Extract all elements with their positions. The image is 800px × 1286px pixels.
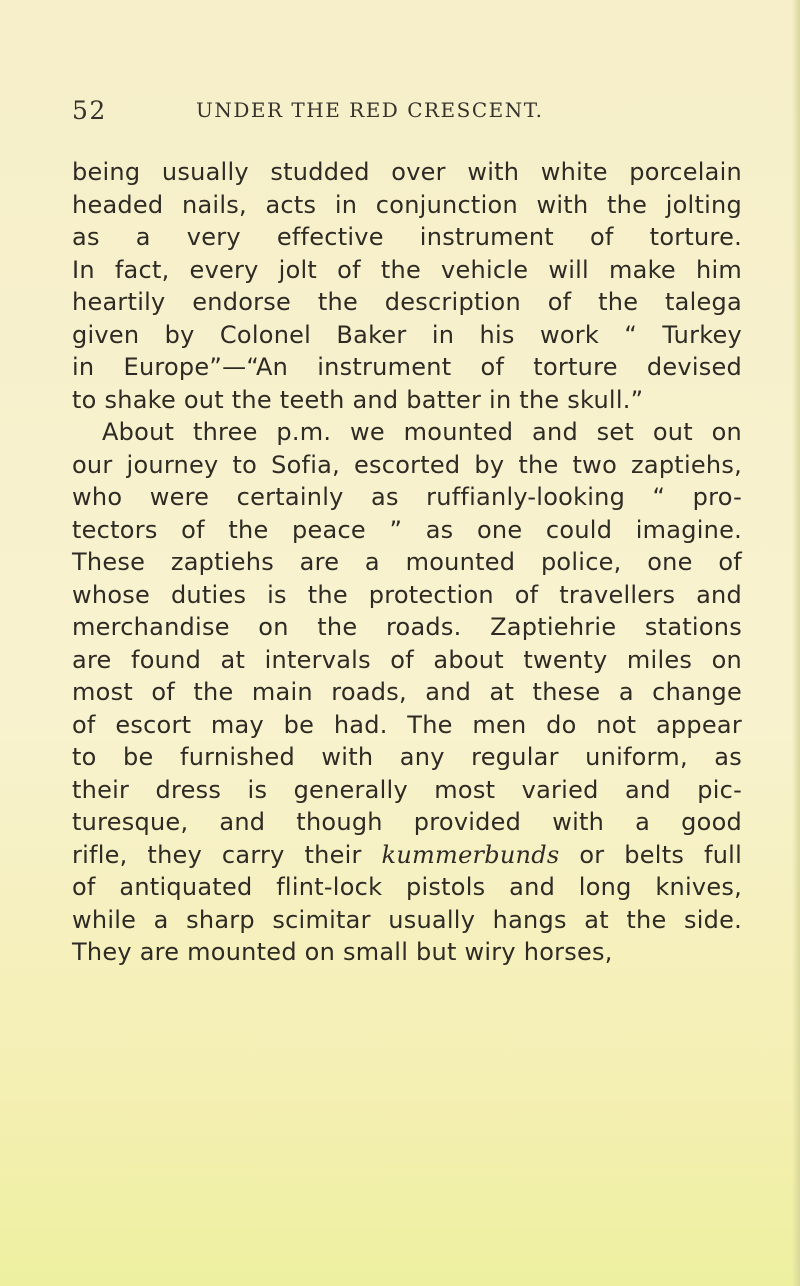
text-line: tectors of the peace ” as one could imagine. bbox=[72, 515, 742, 544]
page-number: 52 bbox=[72, 96, 107, 125]
text-line-with-italic bbox=[72, 839, 742, 872]
text-line: headed nails, acts in conjunction with the jolting bbox=[72, 190, 742, 219]
text-line: whose duties is the protection of travellers and bbox=[72, 580, 742, 609]
text-line: heartily endorse the description of the talega bbox=[72, 288, 742, 316]
body-text bbox=[72, 156, 742, 969]
italic-term: kummerbunds bbox=[381, 840, 560, 869]
text-line: merchandise on the roads. Zaptiehrie stations bbox=[72, 613, 742, 641]
text-line: of antiquated flint-lock pistols and long knives, bbox=[72, 873, 742, 901]
text-line: of escort may be had. The men do not appear bbox=[72, 710, 742, 739]
text-line: our journey to Sofia, escorted by the two zaptiehs, bbox=[72, 450, 742, 479]
page-header bbox=[72, 96, 732, 136]
text-line: About three p.m. we mounted and set out on bbox=[102, 418, 742, 446]
text-line: given by Colonel Baker in his work “ Turkey bbox=[72, 320, 742, 349]
text-line: They are mounted on small but wiry horses, bbox=[72, 938, 613, 966]
text-line: are found at intervals of about twenty miles on bbox=[72, 645, 742, 674]
text-line: to be furnished with any regular uniform, as bbox=[72, 743, 742, 771]
page-edge-shadow bbox=[792, 0, 800, 1286]
text-line: These zaptiehs are a mounted police, one of bbox=[72, 548, 742, 576]
running-title: UNDER THE RED CRESCENT. bbox=[196, 98, 544, 122]
text-line: as a very effective instrument of torture. bbox=[72, 223, 742, 251]
text-line: their dress is generally most varied and pic- bbox=[72, 775, 742, 804]
text-segment: rifle, they carry their bbox=[72, 840, 382, 869]
text-line: most of the main roads, and at these a change bbox=[72, 678, 742, 706]
text-line: being usually studded over with white porcelain bbox=[72, 158, 742, 186]
text-segment: or belts full bbox=[559, 840, 743, 869]
text-line: to shake out the teeth and batter in the skull.” bbox=[72, 385, 644, 414]
text-line: while a sharp scimitar usually hangs at the side. bbox=[72, 905, 742, 934]
text-line: turesque, and though provided with a good bbox=[72, 808, 742, 836]
text-line: in Europe”—“An instrument of torture devised bbox=[72, 353, 742, 381]
text-line: who were certainly as ruffianly-looking “ pro- bbox=[72, 483, 742, 511]
text-line: In fact, every jolt of the vehicle will make him bbox=[72, 255, 742, 284]
